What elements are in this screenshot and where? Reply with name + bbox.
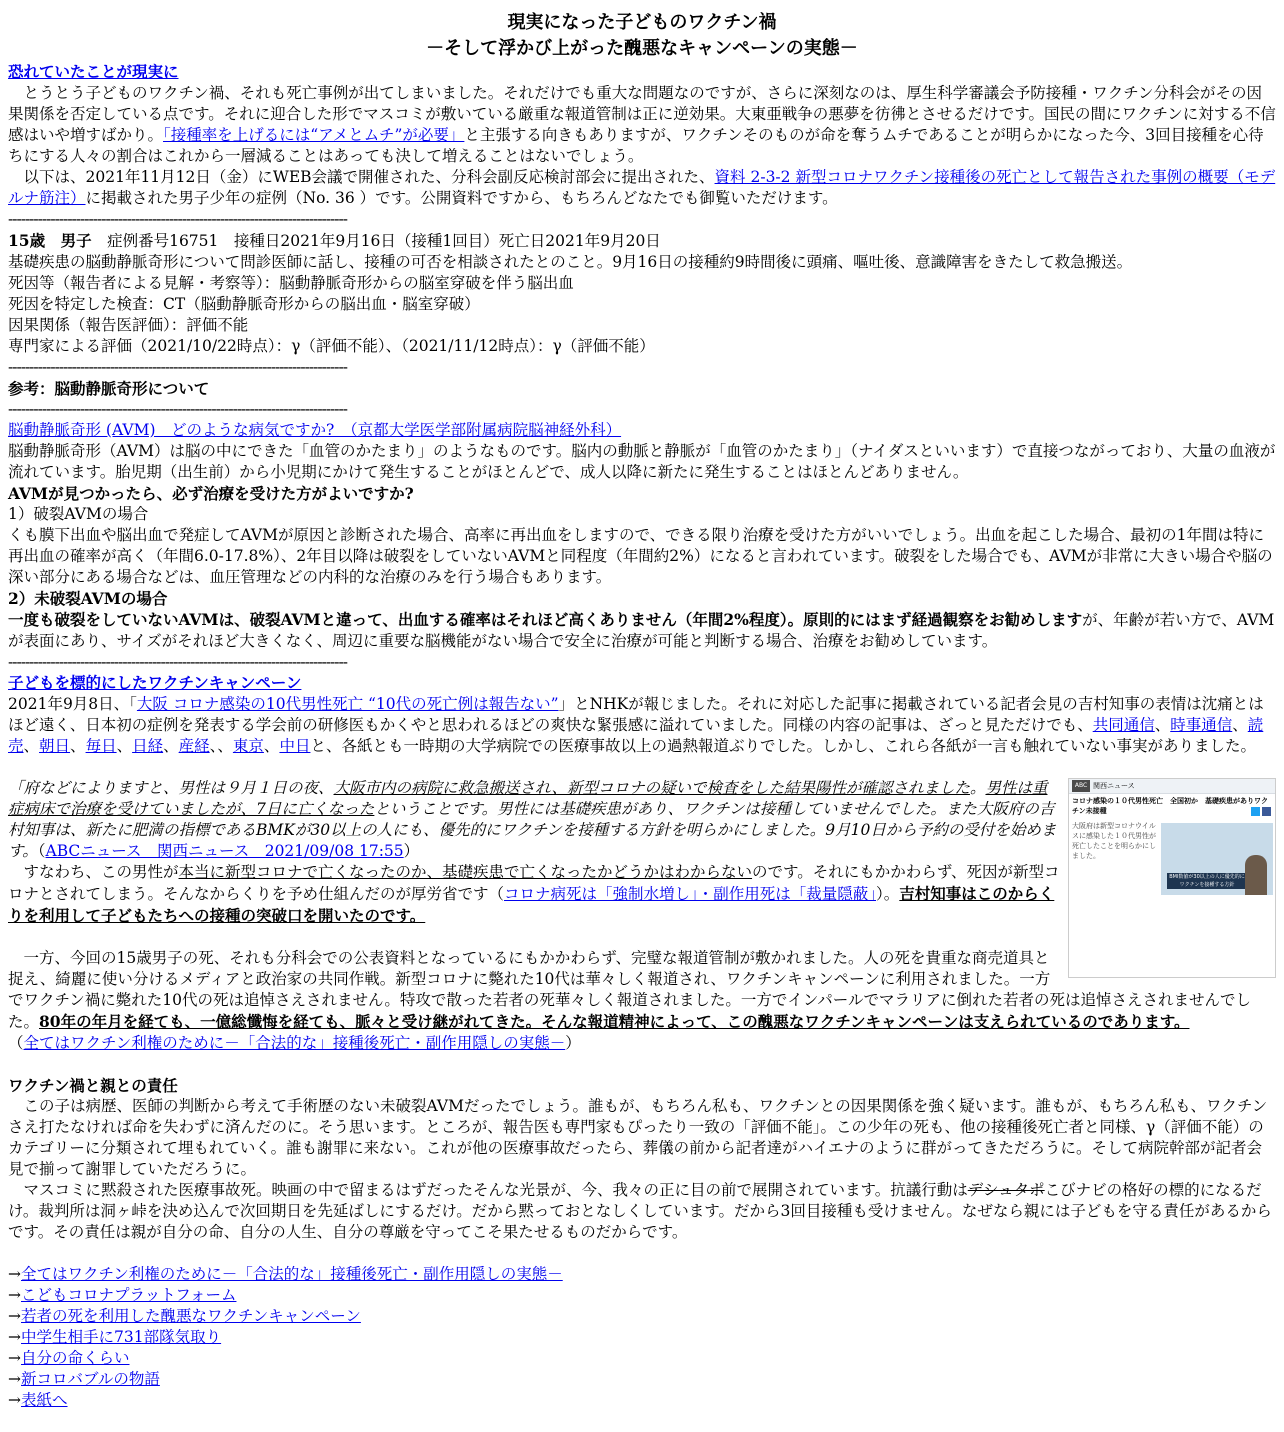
case-header: 15歳 男子 症例番号16751 接種日2021年9月16日（接種1回目）死亡日2021年9月20日 [8, 231, 661, 250]
footer-link-campaign[interactable]: 若者の死を利用した醜悪なワクチンキャンペーン [21, 1307, 361, 1325]
ref-subheading-1: 1）破裂AVMの場合 [8, 505, 149, 523]
separator: -------------------------------------------------------------------------------- [8, 358, 347, 376]
sec1-paragraph-2: 以下は、2021年11月12日（金）にWEB会議で開催された、分科会副反応検討部会に提出された、資料 2-3-2 新型コロナワクチン接種後の死亡として報告された事例の概要（モデルナ筋注）に掲載された男子少年の症例（No. 36 ）です。公開資料ですから、もちろんどなたでも御覧いただけます。 [8, 168, 1276, 207]
twitter-icon [1251, 807, 1260, 816]
ref-paragraph: 一度も破裂をしていないAVMは、破裂AVMと違って、出血する確率はそれほど高くありません（年間2%程度）。原則的にはまず経過観察をお勧めしますが、年齢が若い方で、AVMが表面にあり、サイズがそれほど大きくなく、周辺に重要な脳機能がない場合で安全に治療が可能と判断する場合、治療をお勧めしています。 [8, 610, 1275, 650]
footer-item: →全てはワクチン利権のために－「合法的な」接種後死亡・副作用隠しの実態－ [8, 1265, 563, 1283]
vaccine-interests-link[interactable]: 全てはワクチン利権のために－「合法的な」接種後死亡・副作用隠しの実態－ [23, 1034, 566, 1052]
video-caption: BMI数値が30以上の人に優先的にワクチンを接種する方針 [1167, 873, 1247, 889]
media-link-mainichi[interactable]: 毎日 [85, 737, 117, 755]
sec3-paragraph-1: この子は病歴、医師の判断から考えて手術歴のない未破裂AVMだったでしょう。誰もが、もちろん私も、ワクチンとの因果関係を強く疑います。誰もが、もちろん私も、ワクチンさえ打たなければ命を失わずに済んだのに。そう思います。ところが、報告医も専門家もぴったり一致の「評価不能」。この少年の死も、他の接種後死亡者と同様、γ（評価不能）のカテゴリーに分類されて埋もれていく。誰も謝罪に来ない。これが他の医療事故だったら、葬儀の前から記者達がハイエナのように群がってきただろうに。そして病院幹部が記者会見で揃って謝罪していただろうに。 [8, 1097, 1268, 1178]
covid-death-count-link[interactable]: コロナ病死は「強制水増し」・副作用死は「裁量隠蔽」 [504, 885, 877, 903]
footer-link-bubble-story[interactable]: 新コロバブルの物語 [21, 1370, 160, 1388]
ref-paragraph: くも膜下出血や脳出血で発症してAVMが原因と診断された場合、高率に再出血をしますので、できる限り治療を受けた方がいいでしょう。出血を起こした場合、最初の1年間は特に再出血の確率が高く（年間6.0-17.8%）、2年目以降は破裂をしていないAVMと同程度（年間約2%）になると言われています。破裂をした場合でも、AVMが非常に大きい場合や脳の深い部分にある場合などは、血圧管理などの内科的な治療のみを行う場合もあります。 [8, 526, 1273, 586]
media-link-yomiuri[interactable]: 読売 [8, 716, 1264, 755]
title-line-2: －そして浮かび上がった醜悪なキャンペーンの実態－ [426, 38, 858, 59]
video-still [1161, 823, 1273, 895]
sec1-paragraph-1: とうとう子どものワクチン禍、それも死亡事例が出てしまいました。それだけでも重大な問題なのですが、さらに深刻なのは、厚生科学審議会予防接種・ワクチン分科会がその因果関係を否定している点です。それに迎合した形でマスコミが敷いている厳重な報道管制は正に逆効果。大東亜戦争の悪夢を彷彿とさせるだけです。国民の間にワクチンに対する不信感はいや増すばかり。「接種率を上げるには“アメとムチ”が必要」と主張する向きもありますが、ワクチンそのものが命を奪うムチであることが明らかになった今、3回目接種を心待ちにする人々の割合はこれから一層減ることはあっても決して増えることはないでしょう。 [8, 84, 1276, 165]
thumb-site-name: 関西ニュース [1093, 782, 1135, 790]
case-line: 死因を特定した検査：CT（脳動静脈奇形からの脳出血・脳室穿破） [8, 295, 480, 313]
news-screenshot-image [1068, 778, 1276, 978]
footer-item: →中学生相手に731部隊気取り [8, 1328, 222, 1346]
footer-item: →表紙へ [8, 1391, 68, 1409]
footer-item: →こどもコロナプラットフォーム [8, 1286, 237, 1304]
section-heading-link-2[interactable]: 子どもを標的にしたワクチンキャンペーン [8, 674, 302, 692]
footer-link-vaccine-interests[interactable]: 全てはワクチン利権のために－「合法的な」接種後死亡・副作用隠しの実態－ [21, 1265, 563, 1283]
separator: -------------------------------------------------------------------------------- [8, 400, 347, 418]
separator: -------------------------------------------------------------------------------- [8, 210, 347, 228]
sec2-paragraph-2: すなわち、この男性が本当に新型コロナで亡くなったのか、基礎疾患で亡くなったかどうかはわからないのです。それにもかかわらず、死因が新型コロナとされてしまう。そんなからくりを予め仕組んだのが厚労省です（コロナ病死は「強制水増し」・副作用死は「裁量隠蔽」）。吉村知事はこのからくりを利用して子どもたちへの接種の突破口を開いたのです。 [8, 863, 1060, 925]
media-link-kyodo[interactable]: 共同通信 [1092, 716, 1155, 734]
footer-item: →新コロバブルの物語 [8, 1370, 160, 1388]
title-line-1: 現実になった子どものワクチン禍 [507, 12, 777, 33]
sec2-paragraph-3: 一方、今回の15歳男子の死、それも分科会での公表資料となっているにもかかわらず、完璧な報道管制が敷かれました。人の死を貴重な商売道具と捉え、綺麗に使い分けるメディアと政治家の共同作戦。新型コロナに斃れた10代は華々しく報道され、ワクチンキャンペーンに利用されました。一方でワクチン禍に斃れた10代の死は追悼さえされません。特攻で散った若者の死華々しく報道されました。一方でインパールでマラリアに倒れた若者の死は追悼さえされませんでした。80年の年月を経ても、一億総懺悔を経ても、脈々と受け継がれてきた。そんな報道精神によって、この醜悪なワクチンキャンペーンは支えられているのであります。 [8, 949, 1251, 1031]
sec3-paragraph-2: マスコミに黙殺された医療事故死。映画の中で留まるはずだったそんな光景が、今、我々の正に目の前で展開されています。抗議行動はデシュタポこびナビの格好の標的になるだけ。裁判所は洞ヶ峠を決め込んで次回期日を先延ばしにするだけ。だから黙っておとなしくしています。だから3回目接種も受けません。なぜなら親には子どもを守る責任があるからです。その責任は親が自分の命、自分の人生、自分の尊厳を守ってこそ果たせるものだからです。 [8, 1181, 1272, 1241]
case-line: 基礎疾患の脳動静脈奇形について問診医師に話し、接種の可否を相談されたとのこと。9月16日の接種約9時間後に頭痛、嘔吐後、意識障害をきたして救急搬送。 [8, 253, 1133, 271]
abc-news-link[interactable]: ABCニュース 関西ニュース 2021/09/08 17:55 [45, 842, 404, 860]
footer-link-own-life[interactable]: 自分の命くらい [21, 1349, 130, 1367]
case-line: 死因等（報告者による見解・考察等）：脳動静脈奇形からの脳室穿破を伴う脳出血 [8, 274, 574, 292]
media-link-asahi[interactable]: 朝日 [39, 737, 71, 755]
reference-heading: 参考：脳動静脈奇形について [8, 379, 210, 398]
media-link-chunichi[interactable]: 中日 [279, 737, 311, 755]
section-heading-3: ワクチン禍と親との責任 [8, 1076, 178, 1095]
footer-item: →自分の命くらい [8, 1349, 130, 1367]
media-link-nikkei[interactable]: 日経 [132, 737, 164, 755]
ref-question: AVMが見つかったら、必ず治療を受けた方がよいですか? [8, 484, 414, 503]
footer-link-731[interactable]: 中学生相手に731部隊気取り [21, 1328, 222, 1346]
footer-link-home[interactable]: 表紙へ [21, 1391, 68, 1409]
section-heading-link-1[interactable]: 恐れていたことが現実に [8, 63, 179, 81]
footer-link-kids-platform[interactable]: こどもコロナプラットフォーム [21, 1286, 237, 1304]
document-link[interactable]: 資料 2-3-2 新型コロナワクチン接種後の死亡として報告された事例の概要（モデルナ筋注） [8, 168, 1276, 207]
ref-paragraph: 脳動静脈奇形（AVM）は脳の中にできた「血管のかたまり」のようなものです。脳内の動脈と静脈が「血管のかたまり」（ナイダスといいます）で直接つながっており、大量の血液が流れています。胎児期（出生前）から小児期にかけて発生することがほとんどで、成人以降に新たに発生することはほとんどありません。 [8, 442, 1276, 481]
abc-logo: ABC [1072, 780, 1090, 792]
avm-reference-link[interactable]: 脳動静脈奇形 (AVM) どのような病気ですか? （京都大学医学部附属病院脳神経外科） [8, 421, 622, 439]
facebook-icon [1262, 807, 1271, 816]
footer-links [8, 1264, 1276, 1411]
quote-block [8, 778, 1276, 1033]
case-line: 専門家による評価（2021/10/22時点）：γ（評価不能）、（2021/11/12時点）：γ（評価不能） [8, 337, 655, 355]
thumb-body: 大阪府は新型コロナウイルスに感染した１０代男性が死亡したことを明らかにしました。 [1072, 822, 1156, 860]
carrot-stick-link[interactable]: 「接種率を上げるには“アメとムチ”が必要」 [163, 126, 465, 144]
speaker-figure [1245, 855, 1267, 895]
separator: -------------------------------------------------------------------------------- [8, 653, 347, 671]
ref-subheading-2: 2）未破裂AVMの場合 [8, 589, 168, 608]
case-line: 因果関係（報告医評価）：評価不能 [8, 316, 249, 334]
news-quote: 「府などによりますと、男性は９月１日の夜、大阪市内の病院に救急搬送され、新型コロナの疑いで検査をした結果陽性が確認されました。男性は重症病床で治療を受けていましたが、7日に亡くなったということです。男性には基礎疾患があり、ワクチンは接種していませんでした。また大阪府の吉村知事は、新たに肥満の指標であるBMKが30以上の人にも、優先的にワクチンを接種する方針を明らかにしました。9月10日から予約の受付を始めます。（ABCニュース 関西ニュース 2021/09/08 17:55） [8, 779, 1057, 860]
nhk-article-link[interactable]: 大阪 コロナ感染の10代男性死亡 “10代の死亡例は報告ない” [136, 695, 559, 713]
thumb-headline: コロナ感染の１０代男性死亡 全国初か 基礎疾患がありワクチン未接種 [1072, 797, 1268, 815]
sec2-related: （全てはワクチン利権のために－「合法的な」接種後死亡・副作用隠しの実態－） [8, 1034, 581, 1052]
share-icons [1249, 807, 1271, 819]
page-title [8, 10, 1276, 62]
sec2-paragraph-1: 2021年9月8日、「大阪 コロナ感染の10代男性死亡 “10代の死亡例は報告ない”」とNHKが報じました。それに対応した記事に掲載されている記者会見の吉村知事の表情は沈痛とはほど遠く、日本初の症例を発表する学会前の研修医もかくやと思われるほどの爽快な緊張感に溢れていました。同様の内容の記事は、ざっと見ただけでも、共同通信、時事通信、読売、朝日、毎日、日経、産経、、東京、中日と、各紙とも一時期の大学病院での医療事故以上の過熱報道ぶりでした。しかし、これら各紙が一言も触れていない事実がありました。 [8, 695, 1264, 755]
media-link-tokyo[interactable]: 東京 [232, 737, 264, 755]
media-link-jiji[interactable]: 時事通信 [1170, 716, 1233, 734]
footer-item: →若者の死を利用した醜悪なワクチンキャンペーン [8, 1307, 361, 1325]
media-link-sankei[interactable]: 産経 [178, 737, 210, 755]
